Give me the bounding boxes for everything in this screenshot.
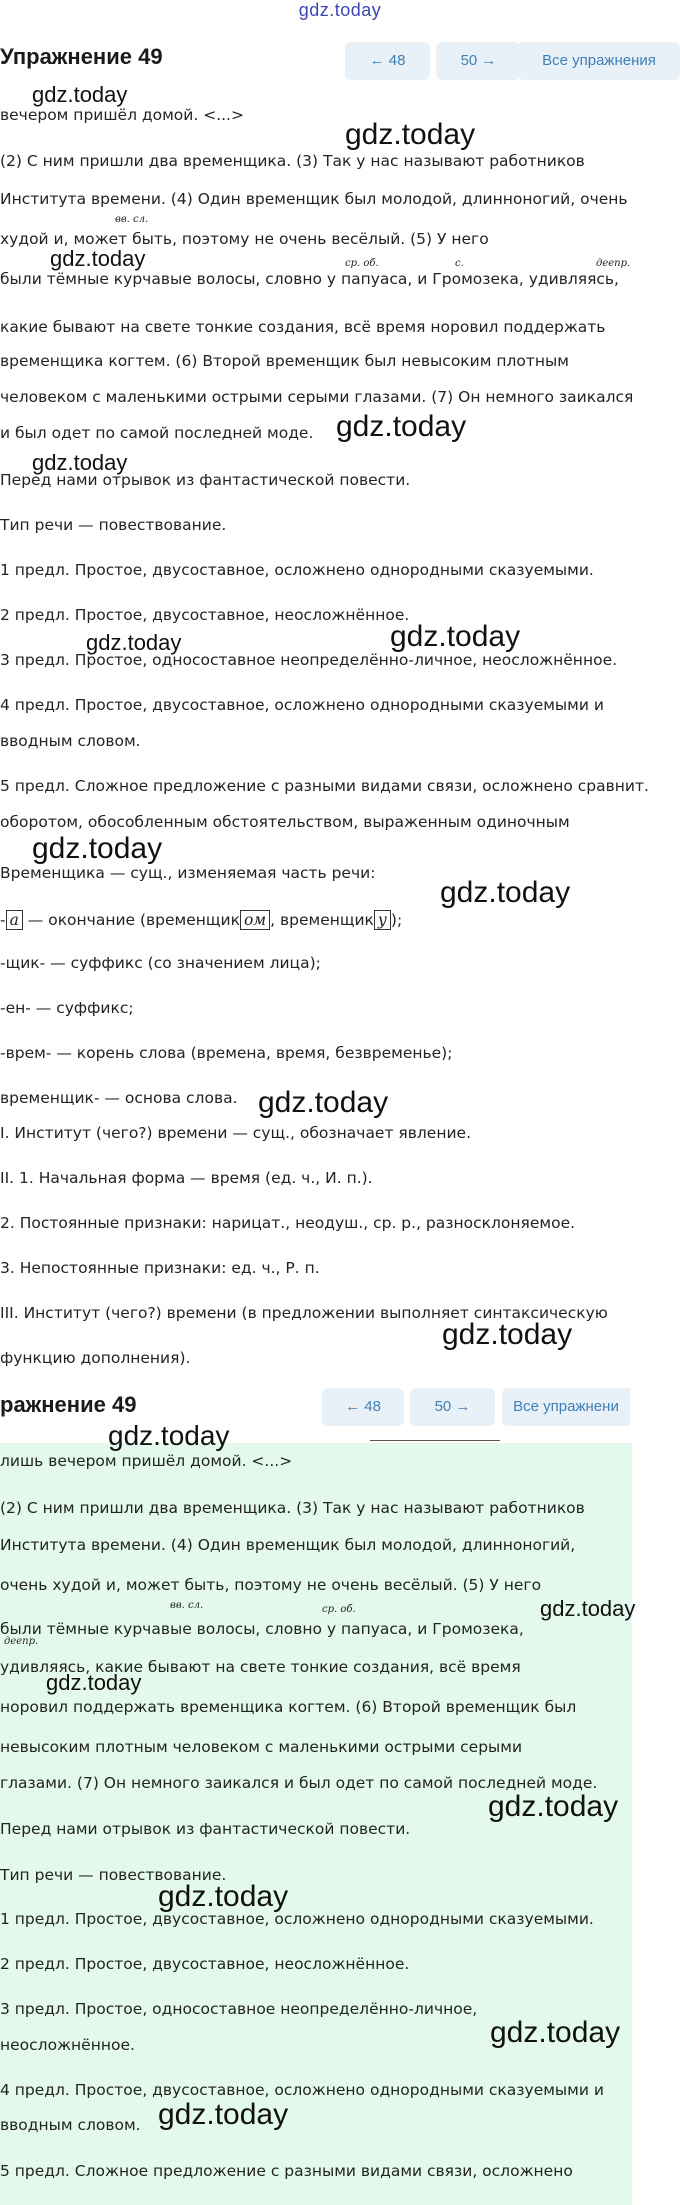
text-line: были тёмные курчавые волосы, словно у папуаса, и Громозека, (0, 1620, 524, 1638)
text-line: временщик- — основа слова. (0, 1089, 238, 1107)
text-line: -ен- — суффикс; (0, 999, 134, 1017)
mark-label: ср. об. (322, 1604, 356, 1615)
text-line: невысоким плотным человеком с маленькими острыми серыми (0, 1738, 523, 1756)
text-line: худой и, может быть, поэтому не очень весёлый. (5) У него (0, 230, 489, 248)
ending-box: ом (240, 910, 270, 930)
text-line: лишь вечером пришёл домой. <...> (0, 1452, 293, 1470)
text-line: Перед нами отрывок из фантастической повести. (0, 1820, 411, 1838)
site-logo[interactable]: gdz.today (298, 0, 382, 20)
text-line: Временщика — сущ., изменяемая часть речи: (0, 864, 376, 882)
text-line: очень худой и, может быть, поэтому не очень весёлый. (5) У него (0, 1576, 542, 1594)
text-line: были тёмные курчавые волосы, словно у папуаса, и Громозека, удивляясь, (0, 270, 619, 288)
watermark: gdz.today (158, 1880, 289, 1913)
text-line: 5 предл. Сложное предложение с разными видами связи, осложнено сравнит. (0, 777, 649, 795)
divider (370, 1440, 500, 1441)
watermark: gdz.today (108, 1420, 230, 1451)
prev-exercise-label: 48 (364, 1398, 381, 1415)
text-line: и был одет по самой последней моде. (0, 424, 314, 442)
text-line: Перед нами отрывок из фантастической повести. (0, 471, 411, 489)
watermark: gdz.today (488, 1790, 619, 1823)
watermark: gdz.today (86, 630, 182, 655)
text-line: какие бывают на свете тонкие создания, всё время норовил поддержать (0, 318, 606, 336)
watermark: gdz.today (442, 1318, 573, 1351)
watermark: gdz.today (32, 450, 128, 475)
text-line: 3 предл. Простое, односоставное неопределённо-личное, неосложнённое. (0, 651, 618, 669)
text-line: 2 предл. Простое, двусоставное, неосложнённое. (0, 606, 410, 624)
text-line: III. Институт (чего?) времени (в предложении выполняет синтаксическую (0, 1304, 608, 1322)
text-line: Тип речи — повествование. (0, 1866, 227, 1884)
text-line: 1 предл. Простое, двусоставное, осложнено однородными сказуемыми. (0, 1910, 594, 1928)
text-line: -врем- — корень слова (времена, время, безвременье); (0, 1044, 453, 1062)
watermark: gdz.today (32, 82, 128, 107)
text-line: (2) С ним пришли два временщика. (3) Так у нас называют работников (0, 1499, 585, 1517)
watermark: gdz.today (490, 2016, 621, 2049)
text-line: 1 предл. Простое, двусоставное, осложнено однородными сказуемыми. (0, 561, 594, 579)
watermark: gdz.today (158, 2098, 289, 2131)
mark-label: вв. сл. (115, 214, 149, 225)
text-line: норовил поддержать временщика когтем. (6) Второй временщик был (0, 1698, 577, 1716)
text-line: глазами. (7) Он немного заикался и был одет по самой последней моде. (0, 1774, 598, 1792)
prev-exercise-button[interactable] (345, 42, 430, 80)
page-title: Упражнение 49 (0, 44, 163, 69)
next-exercise-label: 50 (460, 52, 478, 69)
next-exercise-label: 50 (434, 1398, 452, 1415)
text-line: вечером пришёл домой. <...> (0, 106, 244, 124)
text-line: 2 предл. Простое, двусоставное, неосложнённое. (0, 1955, 410, 1973)
text-line: 5 предл. Сложное предложение с разными видами связи, осложнено (0, 2162, 573, 2180)
watermark: gdz.today (390, 620, 521, 653)
text-line: временщика когтем. (6) Второй временщик был невысоким плотным (0, 352, 569, 370)
mark-label: ср. об. (345, 258, 379, 269)
watermark: gdz.today (345, 118, 476, 151)
text-line: вводным словом. (0, 732, 141, 750)
text-line: функцию дополнения). (0, 1349, 191, 1367)
prev-exercise-button[interactable] (322, 1388, 404, 1426)
exercise-header-repeat (0, 1378, 680, 1438)
mark-label: вв. сл. (170, 1600, 204, 1611)
watermark: gdz.today (258, 1086, 389, 1119)
arrow-left-icon: ← (345, 1398, 361, 1415)
text-line: I. Институт (чего?) времени — сущ., обозначает явление. (0, 1124, 472, 1142)
next-exercise-button[interactable] (436, 42, 521, 80)
all-exercises-button[interactable]: Все упражнени (502, 1388, 630, 1426)
mark-label: деепр. (596, 258, 631, 269)
page-title-repeat: ражнение 49 (0, 1392, 137, 1417)
watermark: gdz.today (440, 876, 571, 909)
ending-box: у (374, 910, 391, 930)
prev-exercise-label: 48 (388, 52, 406, 69)
arrow-left-icon: ← (369, 52, 385, 69)
text-line: Института времени. (4) Один временщик был молодой, длинноногий, (0, 1536, 576, 1554)
text-line: 4 предл. Простое, двусоставное, осложнено однородными сказуемыми и (0, 696, 604, 714)
text-line: -щик- — суффикс (со значением лица); (0, 954, 321, 972)
watermark: gdz.today (50, 246, 146, 271)
watermark: gdz.today (336, 410, 467, 443)
all-exercises-button[interactable]: Все упражнения (518, 42, 680, 80)
arrow-right-icon: → (455, 1398, 471, 1415)
text-line: неосложнённое. (0, 2036, 135, 2054)
mark-label: с. (455, 258, 464, 269)
text-line: 4 предл. Простое, двусоставное, осложнено однородными сказуемыми и (0, 2081, 604, 2099)
text-line: удивляясь, какие бывают на свете тонкие создания, всё время (0, 1658, 521, 1676)
text-line: Тип речи — повествование. (0, 516, 227, 534)
text-line: II. 1. Начальная форма — время (ед. ч., И. п.). (0, 1169, 373, 1187)
text-line: человеком с маленькими острыми серыми глазами. (7) Он немного заикался (0, 388, 634, 406)
text-line: Института времени. (4) Один временщик был молодой, длинноногий, очень (0, 190, 628, 208)
text-line: оборотом, обособленным обстоятельством, выраженным одиночным (0, 813, 570, 831)
arrow-right-icon: → (481, 52, 497, 69)
mark-label: деепр. (4, 1636, 39, 1647)
next-exercise-button[interactable] (410, 1388, 495, 1426)
watermark: gdz.today (46, 1670, 142, 1695)
text-line: 3 предл. Простое, односоставное неопределённо-личное, (0, 2000, 478, 2018)
text-line: вводным словом. (0, 2116, 141, 2134)
ending-line: - а — окончание (временщик ом , временщик у ); (0, 911, 403, 929)
watermark: gdz.today (32, 832, 163, 865)
text-line: 2. Постоянные признаки: нарицат., неодуш., ср. р., разносклоняемое. (0, 1214, 576, 1232)
text-line: 3. Непостоянные признаки: ед. ч., Р. п. (0, 1259, 320, 1277)
watermark: gdz.today (540, 1596, 636, 1621)
ending-box: а (6, 910, 23, 930)
text-line: (2) С ним пришли два временщика. (3) Так у нас называют работников (0, 152, 585, 170)
